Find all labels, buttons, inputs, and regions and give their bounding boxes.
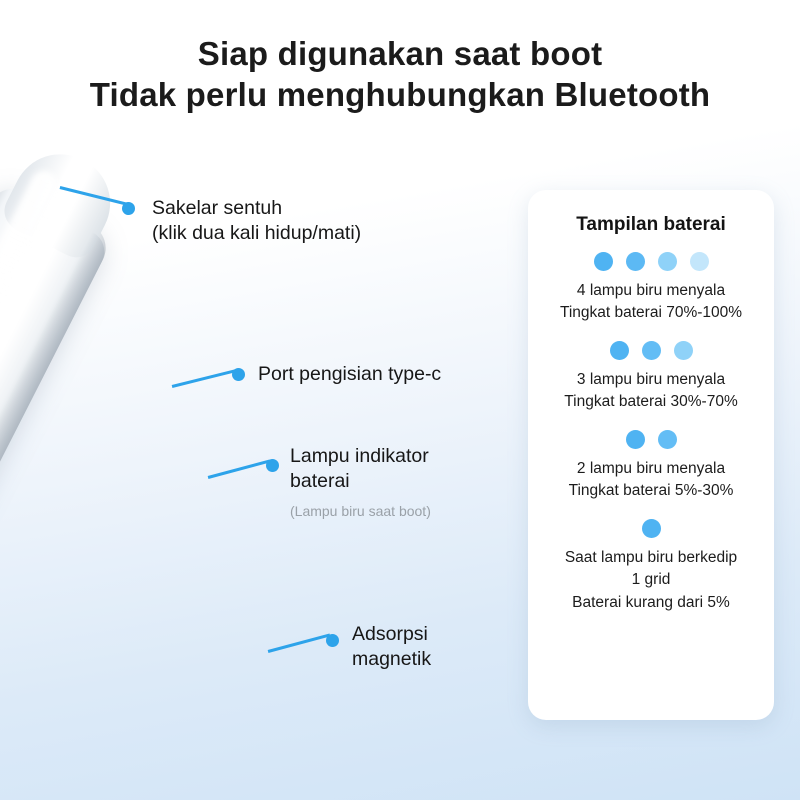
- battery-level-3-line2: Tingkat baterai 30%-70%: [564, 393, 738, 411]
- callout-battery-sub: (Lampu biru saat boot): [290, 502, 431, 519]
- battery-lights-2: [528, 430, 774, 449]
- battery-level-row: [528, 430, 774, 503]
- callout-battery-line2: baterai: [290, 470, 350, 493]
- battery-light-dot: [594, 252, 613, 271]
- headline-line-2: Tidak perlu menghubungkan Bluetooth: [89, 75, 711, 113]
- callout-type-c-port: [258, 362, 441, 387]
- battery-light-dot: [642, 519, 661, 538]
- battery-level-4-line1: 4 lampu biru menyala: [576, 282, 726, 299]
- callout-battery-line1: Lampu indikator: [290, 445, 429, 467]
- battery-light-dot: [626, 252, 645, 271]
- callout-touch-switch: [152, 196, 361, 247]
- battery-display-card: [528, 190, 774, 720]
- battery-lights-4: [528, 252, 774, 271]
- callout-magnetic-line1: Adsorpsi: [352, 623, 428, 645]
- callout-magnetic-adsorption: [352, 622, 431, 673]
- callout-magnetic-line2: magnetik: [352, 648, 432, 671]
- battery-level-row: [528, 341, 774, 414]
- battery-light-dot: [658, 430, 677, 449]
- battery-level-3-line1: 3 lampu biru menyala: [576, 370, 726, 388]
- battery-light-dot: [642, 341, 661, 360]
- battery-level-4-line2: Tingkat baterai 70%-100%: [559, 304, 743, 322]
- battery-lights-3: [528, 341, 774, 360]
- battery-level-row: [528, 252, 774, 325]
- page-title: [0, 34, 800, 116]
- callout-battery-indicator: [290, 444, 431, 520]
- headline-line-1: Siap digunakan saat boot: [197, 35, 603, 72]
- battery-level-1-line1: Saat lampu biru berkedip: [564, 548, 738, 566]
- battery-level-row: [528, 519, 774, 614]
- battery-level-2-line2: Tingkat baterai 5%-30%: [568, 482, 734, 500]
- battery-light-dot: [658, 252, 677, 271]
- battery-level-2-line1: 2 lampu biru menyala: [576, 459, 726, 477]
- battery-light-dot: [674, 341, 693, 360]
- battery-level-1-line2: 1 grid: [631, 571, 671, 589]
- pen-body: [0, 180, 115, 800]
- battery-light-dot: [626, 430, 645, 449]
- battery-lights-1: [528, 519, 774, 538]
- battery-level-1-line3: Baterai kurang dari 5%: [572, 593, 730, 611]
- callout-touch-switch-line2: (klik dua kali hidup/mati): [152, 222, 362, 245]
- callout-touch-switch-line1: Sakelar sentuh: [152, 197, 283, 219]
- battery-light-dot: [690, 252, 709, 271]
- stylus-pen: [0, 131, 139, 800]
- stylus-illustration: [0, 150, 520, 800]
- battery-light-dot: [610, 341, 629, 360]
- battery-card-title: Tampilan baterai: [576, 214, 726, 235]
- callout-type-c-label: Port pengisian type-c: [258, 363, 442, 385]
